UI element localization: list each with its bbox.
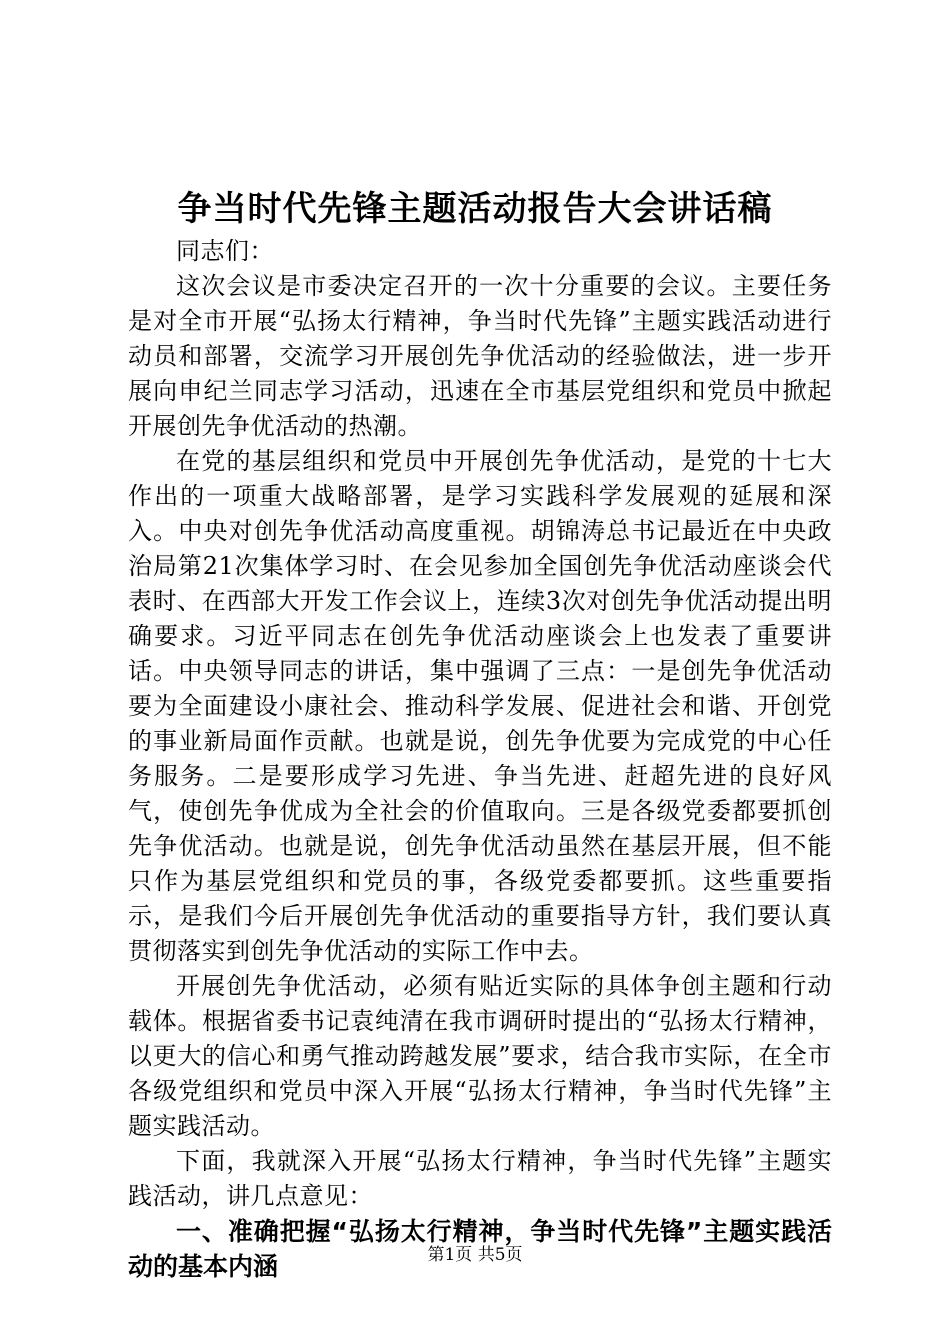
paragraph-3: 开展创先争优活动，必须有贴近实际的具体争创主题和行动载体。根据省委书记袁纯清在我市调研时提出的“弘扬太行精神，以更大的信心和勇气推动跨越发展”要求，结合我市实际，在全市各级党组织和党员中深入开展“弘扬太行精神，争当时代先锋”主题实践活动。 [128, 972, 832, 1140]
salutation: 同志们： [176, 237, 274, 265]
document-title: 争当时代先锋主题活动报告大会讲话稿 [177, 189, 773, 229]
document-body [128, 234, 832, 1284]
paragraph-1: 这次会议是市委决定召开的一次十分重要的会议。主要任务是对全市开展“弘扬太行精神，争当时代先锋”主题实践活动进行动员和部署，交流学习开展创先争优活动的经验做法，进一步开展向申纪兰同志学习活动，迅速在全市基层党组织和党员中掀起开展创先争优活动的热潮。 [128, 272, 832, 440]
paragraph-2: 在党的基层组织和党员中开展创先争优活动，是党的十七大作出的一项重大战略部署，是学习实践科学发展观的延展和深入。中央对创先争优活动高度重视。胡锦涛总书记最近在中央政治局第21次集体学习时、在会见参加全国创先争优活动座谈会代表时、在西部大开发工作会议上，连续3次对创先争优活动提出明确要求。习近平同志在创先争优活动座谈会上也发表了重要讲话。中央领导同志的讲话，集中强调了三点：一是创先争优活动要为全面建设小康社会、推动科学发展、促进社会和谐、开创党的事业新局面作贡献。也就是说，创先争优要为完成党的中心任务服务。二是要形成学习先进、争当先进、赶超先进的良好风气，使创先争优成为全社会的价值取向。三是各级党委都要抓创先争优活动。也就是说，创先争优活动虽然在基层开展，但不能只作为基层党组织和党员的事，各级党委都要抓。这些重要指示，是我们今后开展创先争优活动的重要指导方针，我们要认真贯彻落实到创先争优活动的实际工作中去。 [128, 447, 832, 965]
page-footer: 第1页 共5页 [427, 1245, 523, 1265]
paragraph-4: 下面，我就深入开展“弘扬太行精神，争当时代先锋”主题实践活动，讲几点意见： [128, 1147, 832, 1210]
section-heading-1: 一、准确把握“弘扬太行精神，争当时代先锋”主题实践活动的基本内涵 [128, 1217, 832, 1281]
